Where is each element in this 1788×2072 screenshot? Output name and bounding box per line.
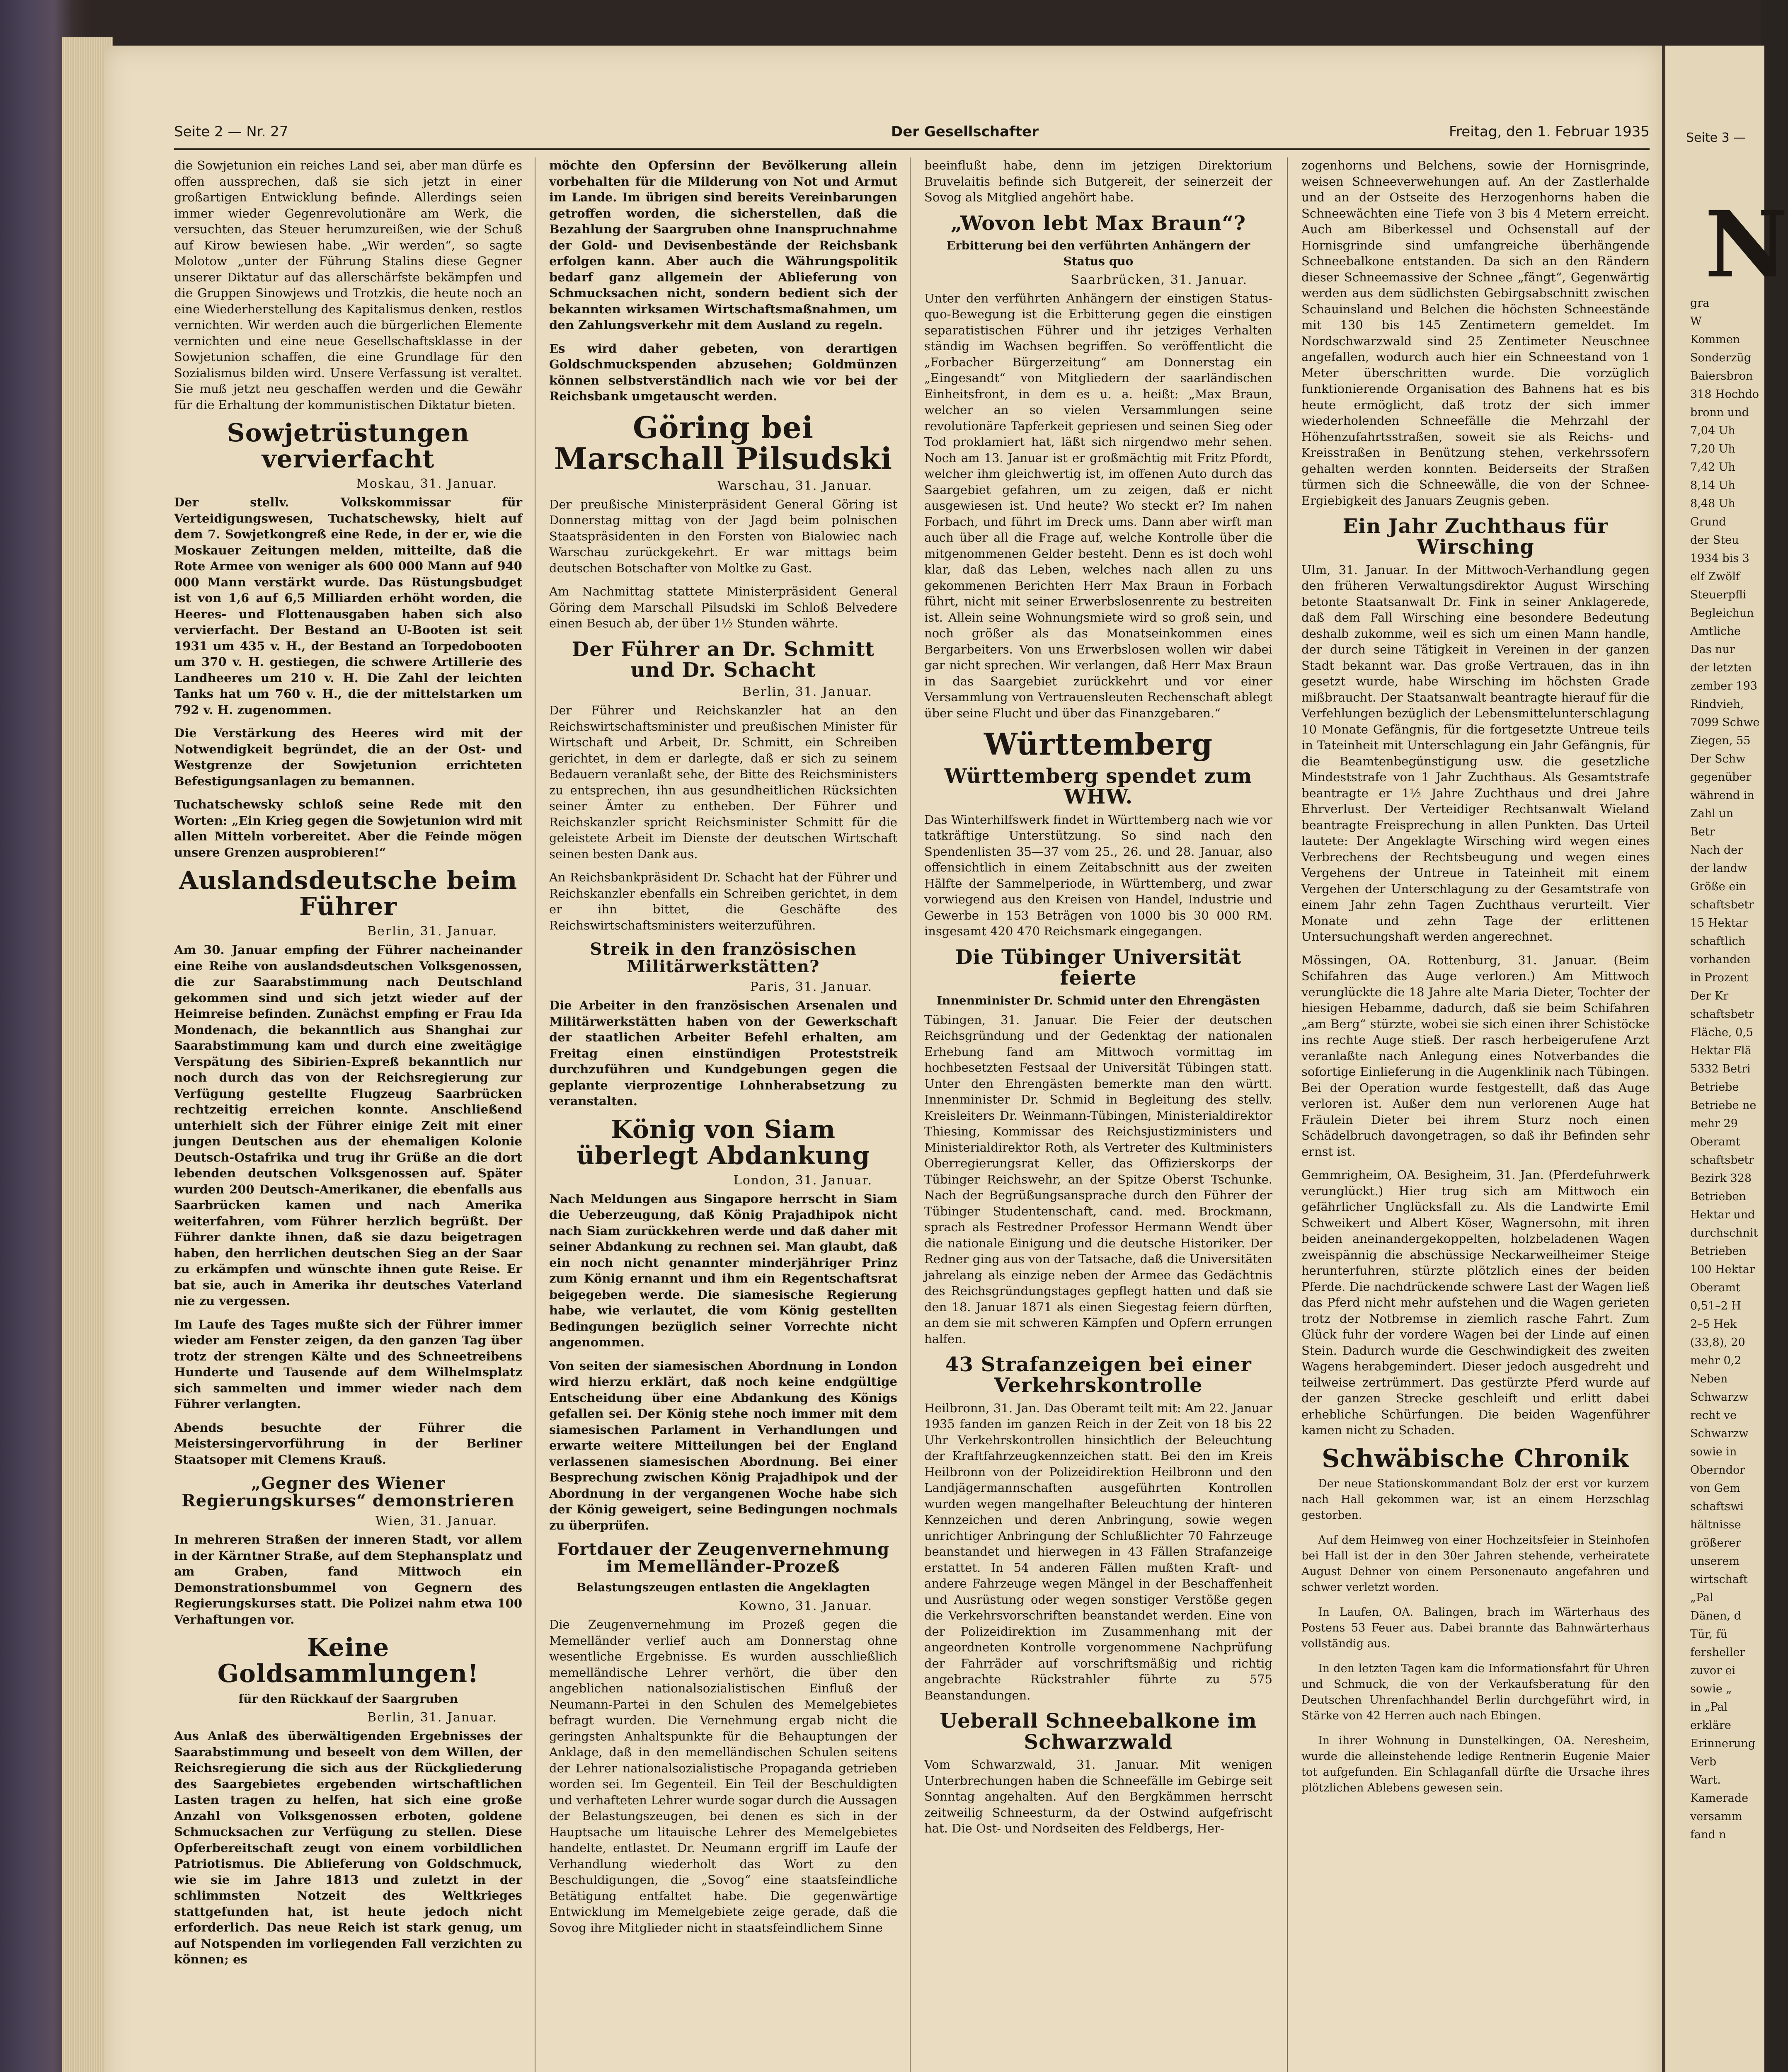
article-dateline: Berlin, 31. Januar. [367,1710,497,1725]
article-body: Tuchatschewsky schloß seine Rede mit den Worten: „Ein Krieg gegen die Sowjetunion wird mit allen Mitteln vorbereitet. Aber die Feinde mögen unsere Grenzen ausprobieren!“ [174,797,522,859]
article-headline: König von Siam überlegt Abdankung [576,1115,870,1170]
article-body: Mössingen, OA. Rottenburg, 31. Januar. (Beim Schifahren das Auge verloren.) Am Mittwoch verunglückte die 18 Jahre alte Maria Dieter, Tochter der hiesigen Hebamme, dadurch, daß sie beim Schifahren „am Berg“ stürzte, wobei sie sich einen ihrer Schistöcke ins rechte Auge stieß. Der rasch herbeigerufene Arzt veranlaßte nach Anlegung eines Notverbandes die sofortige Einlieferung in die Augenklinik nach Tübingen. Bei der Operation wurde festgestellt, daß das Auge verloren ist. Außer dem nun verlorenen Auge hat Fräulein Dieter bei ihrem Sturz noch einen Schädelbruch davongetragen, so daß ihr Befinden sehr ernst ist. [1301,953,1650,1159]
facing-page-line: Fläche, 0,5 [1690,1026,1754,1039]
facing-page-line: während in [1690,789,1754,802]
facing-page-line: hältnisse [1690,1518,1741,1531]
facing-page-line: in Prozent [1690,971,1749,984]
column-3 [924,157,1272,2072]
facing-page-line: der Steu [1690,534,1739,547]
facing-page-line: mehr 0,2 [1690,1354,1742,1367]
facing-page-line: unserem [1690,1555,1740,1568]
facing-page-line: durchschnit [1690,1227,1758,1239]
facing-page-line: versamm [1690,1810,1742,1823]
facing-page-line: 2–5 Hek [1690,1318,1737,1331]
facing-page-line: schaftsbetr [1690,898,1754,911]
facing-page-line: schaftlich [1690,935,1746,948]
facing-page-line: Ziegen, 55 [1690,734,1751,747]
article-body: Es wird daher gebeten, von derartigen Goldschmuckspenden abzusehen; Goldmünzen können selbstverständlich nach wie vor bei der Reichsbank umgetauscht werden. [549,341,897,403]
facing-page-line: Oberndor [1690,1464,1745,1477]
facing-page-line: 0,51–2 H [1690,1300,1741,1312]
article-body: Der stellv. Volkskommissar für Verteidigungswesen, Tuchatschewsky, hielt auf dem 7. Sowjetkongreß eine Rede, in der er, wie die Moskauer Zeitungen melden, mitteilte, daß die Rote Armee von weniger als 600 000 Mann auf 940 000 Mann verstärkt wurde. Das Rüstungsbudget ist von 1,6 auf 6,5 Milliarden erhöht worden, die Heeres- und Flottenausgaben haben sich also vervierfacht. Der Bestand an U-Booten ist seit 1931 um 435 v. H., der Bestand an Torpedobooten um 370 v. H. gestiegen, die schwere Artillerie des Landheeres um 210 v. H. Die Zahl der leichten Tanks hat um 760 v. H., die der mittelstarken um 792 v. H. zugenommen. [174,495,522,717]
article-headline: Die Tübinger Universität feierte [955,945,1242,990]
column-1 [174,157,522,2072]
facing-page-line: Der Kr [1690,990,1729,1002]
article-subheadline: Erbitterung bei den verführten Anhängern der Status quo [946,238,1250,268]
facing-page-line: 5332 Betri [1690,1063,1751,1075]
facing-page-line: Oberamt [1690,1135,1740,1148]
facing-page-line: 7,04 Uh [1690,424,1735,437]
facing-page-line: Schwarzw [1690,1427,1749,1440]
facing-page-line: Betriebe [1690,1081,1739,1094]
facing-page-line: Bezirk 328 [1690,1172,1752,1185]
article-body: An Reichsbankpräsident Dr. Schacht hat der Führer und Reichskanzler ebenfalls ein Schreiben gerichtet, in dem er ihn bittet, die Geschäfte des Reichswirtschaftsministers weiterzuführen. [549,870,897,932]
facing-page-line: zember 193 [1690,680,1758,692]
facing-page-line: der landw [1690,862,1747,875]
facing-page-line: Betr [1690,825,1715,838]
article-body: Das Winterhilfswerk findet in Württemberg nach wie vor tatkräftige Unterstützung. So sind nach den Spendenlisten 35—37 vom 25., 26. und 28. Januar, also offensichtlich in einem Zeitabschnitt aus der zweiten Hälfte der Sammelperiode, in Württemberg, und zwar vorwiegend aus den Kreisen von Handel, Industrie und Gewerbe in 153 Beträgen von 1000 bis 30 000 RM. insgesamt 420 470 Reichsmark eingegangen. [924,812,1272,939]
chronicle-item: In Laufen, OA. Balingen, brach im Wärterhaus des Postens 53 Feuer aus. Dabei brannte das Bahnwärterhaus vollständig aus. [1301,1605,1650,1650]
chronicle-item: Der neue Stationskommandant Bolz der erst vor kurzem nach Hall gekommen war, ist an einem Herzschlag gestorben. [1301,1477,1650,1522]
article-headline: Sowjetrüstungen vervierfacht [227,419,470,474]
facing-page-line: 8,14 Uh [1690,479,1735,492]
facing-page-line: Hektar Flä [1690,1044,1752,1057]
facing-page-line: Sonderzüg [1690,351,1752,364]
facing-page-line: 7,20 Uh [1690,443,1735,455]
facing-page-line: Verb [1690,1755,1717,1768]
article-dateline: Berlin, 31. Januar. [367,924,497,939]
article-body: Heilbronn, 31. Jan. Das Oberamt teilt mit: Am 22. Januar 1935 fanden im ganzen Reich in der Zeit von 18 bis 22 Uhr Verkehrskontrollen hinsichtlich der Beleuchtung der Kraftfahrzeugkennzeichen statt. Bei den im Kreis Heilbronn von der Polizeidirektion Heilbronn und den Landjägermannschaften ausgeführten Kontrollen wurden wegen mangelhafter Beleuchtung der hinteren Kennzeichen und deren Anbringung, sowie wegen unrichtiger Anbringung der Schlußlichter 70 Fahrzeuge beanstandet und hierwegen in 43 Fällen Strafanzeige erstattet. In 54 anderen Fällen mußten Kraft- und andere Fahrzeuge wegen Mängel in der Beschaffenheit und Ausrüstung oder wegen sonstiger Verstöße gegen die Verkehrsvorschriften beanstandet werden. Eine von der Polizeidirektion im Zusammenhang mit der angeordneten Kontrolle vorgenommene Nachprüfung der Fahrräder auf vorschriftsmäßig und richtig angebrachte Rückstrahler führte zu 575 Beanstandungen. [924,1401,1272,1702]
facing-page-line: Baiersbron [1690,370,1753,382]
facing-page-line: recht ve [1690,1409,1737,1422]
facing-page-line: 7099 Schwe [1690,716,1760,729]
facing-page-line: fand n [1690,1828,1726,1841]
facing-page-line: Rindvieh, [1690,698,1744,711]
article-headline: „Gegner des Wiener Regierungskurses“ demonstrieren [182,1474,515,1510]
facing-page-header: Seite 3 — [1686,131,1746,145]
facing-page-line: von Gem [1690,1482,1740,1495]
facing-page-line: Kommen [1690,333,1740,346]
column-divider [910,157,911,2072]
facing-page-line: Das nur [1690,643,1735,656]
facing-page-line: Hektar und [1690,1208,1755,1221]
facing-page-line: „Pal [1690,1591,1713,1604]
article-body: Ulm, 31. Januar. In der Mittwoch-Verhandlung gegen den früheren Verwaltungsdirektor August Wirsching betonte Staatsanwalt Dr. Fink in seiner Anklagerede, daß dem Fall Wirsching eine besondere Bedeutung deshalb zukomme, weil es sich um einen Mann handle, der durch seine Tätigkeit in Vereinen in der ganzen Stadt bekannt war. Das große Vertrauen, das in ihn gesetzt wurde, habe Wirsching im höchsten Grade mißbraucht. Der Staatsanwalt beantragte hierauf für die Verfehlungen bezüglich der Lebensmittelunterschlagung 10 Monate Gefängnis, für die fortgesetzte Untreue teils in Tateinheit mit Unterschlagung ein Jahr Gefängnis, für die Beamtenbegünstigung usw. die gesetzliche Mindeststrafe von 1 Jahr Zuchthaus. Als Gesamtstrafe beantragte er 1½ Jahre Zuchthaus und drei Jahre Ehrverlust. Der Verteidiger Rechtsanwalt Wieland beantragte Freisprechung in allen Punkten. Das Urteil lautete: Der Angeklagte Wirsching wird wegen eines Verbrechens der Rechtsbeugung und wegen eines Vergehens der Untreue in Tateinheit mit einem Vergehen der Unterschlagung zu der Gesamtstrafe von einem Jahr zehn Tagen Zuchthaus verurteilt. Vier Monate und zehn Tage der erlittenen Untersuchungshaft werden angerechnet. [1301,562,1650,944]
facing-page-line: zuvor ei [1690,1664,1736,1677]
issue-date: Freitag, den 1. Februar 1935 [1449,123,1650,140]
article-body: Der preußische Ministerpräsident General Göring ist Donnerstag mittag von der Jagd beim polnischen Staatspräsidenten in den Forsten von Bialowiec nach Warschau zurückgekehrt. Er war mittags beim deutschen Botschafter von Moltke zu Gast. [549,497,897,575]
facing-page-line: elf Zwölf [1690,570,1740,583]
facing-page-line: sowie „ [1690,1682,1732,1695]
facing-page-line: Begleichun [1690,607,1754,620]
facing-page-line: in „Pal [1690,1701,1728,1714]
facing-page-line: (33,8), 20 [1690,1336,1745,1349]
facing-page-line: sowie in [1690,1445,1737,1458]
article-headline: Göring bei Marschall Pilsudski [554,409,893,477]
article-headline: Keine Goldsammlungen! [217,1633,479,1688]
article-body: Von seiten der siamesischen Abordnung in London wird hierzu erklärt, daß noch keine endgültige Entscheidung über eine Abdankung des Königs gefallen sei. Der König stehe noch immer mit dem siamesischen Parlament in Verhandlungen und erwarte weitere Mitteilungen bei der England verlassenen siamesischen Abordnung. Bei einer Besprechung zwischen König Prajadhipok und der Abordnung in der vergangenen Woche habe sich der König geweigert, seine Bedingungen nochmals zu überprüfen. [549,1358,897,1532]
facing-page-line: Oberamt [1690,1281,1740,1294]
article-headline: Streik in den französischen Militärwerkstätten? [590,939,857,977]
facing-page-line: 7,42 Uh [1690,461,1735,474]
article-subheadline: Innenminister Dr. Schmid unter den Ehrengästen [936,993,1260,1007]
facing-page-line: gegenüber [1690,771,1752,784]
article-headline: Württemberg spendet zum WHW. [944,764,1253,809]
facing-page-line: 1934 bis 3 [1690,552,1749,565]
facing-page-line: mehr 29 [1690,1117,1738,1130]
article-body: Tübingen, 31. Januar. Die Feier der deutschen Reichsgründung und der Gedenktag der nationalen Erhebung fand am Mittwoch vormittag im hochbesetzten Festsaal der Universität Tübingen statt. Unter den Ehrengästen bemerkte man den württ. Innenminister Dr. Schmid in Begleitung des stellv. Kreisleiters Dr. Weinmann-Tübingen, Ministerialdirektor Thiesing, Kommissar des Reichsjustizministers und Ministerialdirektor Roth, als Vertreter des Kultministers Oberregierungsrat Keller, das Offizierskorps der Tübinger Reichswehr, an der Spitze Oberst Tschunke. Nach der Begrüßungsansprache durch den Führer der Tübinger Studentenschaft, cand. med. Brockmann, sprach als Festredner Professor Hermann Wendt über die nationale Einigung und die deutsche Historiker. Der Redner ging aus von der Tatsache, daß die Universitäten jahrelang als einzige neben der Armee das Gedächtnis des Reichsgründungstages gepflegt hatten und daß sie den 18. Januar 1871 als einen Siegestag feiern dürften, an dem sie mit schweren Kämpfen und Opfern errungen halfen. [924,1012,1272,1346]
facing-page-line: Amtliche [1690,625,1741,638]
facing-page-line: vorhanden [1690,953,1751,966]
facing-page-line: Erinnerung [1690,1737,1755,1750]
article-body: Vom Schwarzwald, 31. Januar. Mit wenigen Unterbrechungen haben die Schneefälle im Gebirge seit Sonntag angehalten. Auf den Bergkämmen herrscht zeitweilig Schneesturm, da der Ostwind aufgefrischt hat. Die Ost- und Nordseiten des Feldbergs, Her- [924,1757,1272,1836]
facing-page-line: erkläre [1690,1719,1731,1732]
article-headline: Auslandsdeutsche beim Führer [179,866,518,921]
article-dateline: Saarbrücken, 31. Januar. [1071,272,1248,287]
facing-page-line: Neben [1690,1372,1728,1385]
facing-page-line: schaftsbetr [1690,1008,1754,1021]
article-body: Die Zeugenvernehmung im Prozeß gegen die Memelländer verlief auch am Donnerstag ohne wesentliche Ergebnisse. Es wurden ausschließlich memelländische Lehrer verhört, die über den angeblichen nationalsozialistischen Einfluß der Neumann-Partei in den Schulen des Memelgebietes befragt wurden. Die Vernehmung ergab nicht die geringsten Anhaltspunkte für die Behauptungen der Anklage, daß in den memelländischen Schulen seitens der Lehrer nationalsozialistische Propaganda getrieben worden sei. Im Gegenteil. Ein Teil der Beschuldigten und verhafteten Lehrer wurde sogar durch die Aussagen der Belastungszeugen, bei denen es sich in der Hauptsache um litauische Lehrer des Memelgebietes handelte, entlastet. Dr. Neumann ergriff im Laufe der Verhandlung wiederholt das Wort zu den Beschuldigungen, die „Sovog“ eine staatsfeindliche Betätigung entfaltet habe. Die gegenwärtige Entwicklung im Memelgebiete zeige gerade, daß die Sovog ihre Mitglieder nicht in staatsfeindlichem Sinne [549,1617,897,1935]
article-dateline: London, 31. Januar. [733,1173,872,1188]
article-headline: Der Führer an Dr. Schmitt und Dr. Schacht [572,637,875,682]
article-body: In mehreren Straßen der inneren Stadt, vor allem in der Kärntner Straße, auf dem Stephansplatz und am Graben, fand Mittwoch ein Demonstrationsbummel von Gegnern des Regierungskurses statt. Die Polizei nahm etwa 100 Verhaftungen vor. [174,1532,522,1627]
article-headline: Ein Jahr Zuchthaus für Wirsching [1342,515,1609,559]
facing-page-line: bronn und [1690,406,1749,419]
chronicle-item: Auf dem Heimweg von einer Hochzeitsfeier in Steinhofen bei Hall ist der in den 30er Jahren stehende, verheiratete August Dehner von einem Personenauto angefahren und schwer verletzt worden. [1301,1533,1650,1594]
facing-page [1662,46,1788,2072]
article-dateline: Berlin, 31. Januar. [742,685,872,700]
article-body: Die Verstärkung des Heeres wird mit der Notwendigkeit begründet, die an der Ost- und Westgrenze der Sowjetunion errichteten Befestigungsanlagen zu bemannen. [174,726,522,788]
article-subheadline: Belastungszeugen entlasten die Angeklagten [576,1581,870,1595]
newspaper-page [104,46,1662,2072]
article-body: Im Laufe des Tages mußte sich der Führer immer wieder am Fenster zeigen, da den ganzen Tag über trotz der strengen Kälte und des Schneetreibens Hunderte und Tausende auf dem Wilhelmsplatz sich sammelten und immer wieder nach dem Führer verlangten. [174,1317,522,1411]
facing-page-line: Zahl un [1690,807,1734,820]
article-body: möchte den Opfersinn der Bevölkerung allein vorbehalten für die Milderung von Not und Armut im Lande. Im übrigen sind bereits Vereinbarungen getroffen worden, die sicherstellen, daß die Bezahlung der Saargruben ohne Inanspruchnahme der Gold- und Devisenbestände der Reichsbank erfolgen kann. Aber auch die Währungspolitik bedarf ganz allgemein der Ablieferung von Schmucksachen nicht, sondern bedient sich der bekannten wirksamen Wirtschaftsmaßnahmen, um den Zahlungsverkehr mit dem Ausland zu regeln. [549,158,897,332]
facing-page-line: gra [1690,297,1710,310]
facing-page-line: schaftswi [1690,1500,1744,1513]
facing-page-line: schaftsbetr [1690,1154,1754,1167]
article-body: Die Arbeiter in den französischen Arsenalen und Militärwerkstätten haben von der Gewerkschaft der staatlichen Arbeiter Befehl erhalten, am Freitag einen einstündigen Proteststreik durchzuführen und Kundgebungen gegen die geplante vierprozentige Lohnherabsetzung zu veranstalten. [549,998,897,1109]
facing-page-line: fersheller [1690,1646,1745,1659]
facing-page-line: größerer [1690,1537,1741,1549]
article-dateline: Wien, 31. Januar. [375,1514,497,1528]
facing-page-line: Wart. [1690,1774,1721,1786]
facing-page-line: Kamerade [1690,1792,1749,1805]
article-body: Der Führer und Reichskanzler hat an den Reichswirtschaftsminister und preußischen Minister für Wirtschaft und Arbeit, Dr. Schmitt, ein Schreiben gerichtet, in dem er darlegte, daß er sich zu seinem Bedauern veranlaßt sehe, der Bitte des Reichsministers zu entsprechen, ihn aus gesundheitlichen Rücksichten seiner Ämter zu entheben. Der Führer und Reichskanzler spricht Reichsminister Schmitt für die geleistete Arbeit im Dienste der deutschen Wirtschaft seinen besten Dank aus. [549,703,897,861]
facing-page-line: wirtschaft [1690,1573,1748,1586]
facing-page-line: 318 Hochdo [1690,388,1759,401]
article-headline: Ueberall Schneebalkone im Schwarzwald [940,1709,1257,1754]
column-4 [1301,157,1650,2072]
article-body: beeinflußt habe, denn im jetzigen Direktorium Bruvelaitis befinde sich Butgereit, der seinerzeit der Sovog als Mitglied angehört habe. [924,158,1272,204]
facing-page-line: W [1690,315,1702,328]
facing-page-line: Betrieben [1690,1190,1746,1203]
facing-page-line: Schwarzw [1690,1391,1749,1404]
article-body: Am 30. Januar empfing der Führer nacheinander eine Reihe von auslandsdeutschen Volksgenossen, die zur Saarabstimmung nach Deutschland gekommen sind und sich jetzt wieder auf der Heimreise befinden. Zunächst empfing er Frau Ida Mondenach, die bekanntlich aus Shanghai zur Saarabstimmung kam und durch eine zweitägige Verspätung des Sibirien-Expreß bekanntlich nur noch durch das von der Reichsregierung zur Verfügung gestellte Flugzeug Saarbrücken rechtzeitig erreichen konnte. Anschließend unterhielt sich der Führer einige Zeit mit einer jungen Deutschen aus der ehemaligen Kolonie Deutsch-Ostafrika und trug ihr Grüße an die dort lebenden deutschen Volksgenossen auf. Später wurden 200 Deutsch-Amerikaner, die ebenfalls aus Saarbrücken kamen und nach Amerika weiterfahren, vom Führer herzlich begrüßt. Der Führer dankte ihnen, daß sie dazu beigetragen haben, den herrlichen deutschen Sieg an der Saar zu erkämpfen und wünschte ihnen gute Reise. Er bat sie, auch in Amerika ihr deutsches Vaterland nie zu vergessen. [174,943,522,1308]
newspaper-title: Der Gesellschafter [891,123,1039,140]
article-dateline: Moskau, 31. Januar. [356,477,497,491]
facing-page-line: der letzten [1690,661,1752,674]
article-headline: Fortdauer der Zeugenvernehmung im Memelländer-Prozeß [557,1539,890,1577]
facing-page-line: Nach der [1690,844,1743,857]
facing-page-line: Größe ein [1690,880,1747,893]
article-body: zogenhorns und Belchens, sowie der Hornisgrinde, weisen Schneeverwehungen auf. An der Zastlerhalde und an der Ostseite des Herzogenhorns haben die Schneewächten eine Tiefe von 3 bis 4 Metern erreicht. Auch am Biberkessel und Ochsenstall auf der Hornisgrinde sind umfangreiche überhängende Schneebalkone entstanden. Da sich an den Rändern dieser Schneemassive der Schnee „fängt“, Gegenwärtig werden aus dem südlichsten Gebirgsabschnitt zwischen Schauinsland und Belchen die höchsten Schneestände mit 130 bis 145 Zentimetern gemeldet. Im Nordschwarzwald sind 25 Zentimeter Neuschnee angefallen, wodurch auch hier ein Schneestand von 1 Meter überschritten wurde. Die vorzüglich funktionierende Organisation des Bahnens hat es bis heute ermöglicht, daß trotz der sich immer wiederholenden Schneefälle die Mehrzahl der Höhenzufahrtsstraßen, soweit sie als Reichs- und Kreisstraßen in Benützung stehen, verkehrssofern gehalten werden konnten. Beiderseits der Straßen türmen sich die Schneewälle, die von der Schnee-Ergiebigkeit des Januars Zeugnis geben. [1301,158,1650,508]
article-body: Abends besuchte der Führer die Meistersingervorführung in der Berliner Staatsoper mit Clemens Krauß. [174,1420,522,1467]
column-divider [1287,157,1288,2072]
chronicle-item: In den letzten Tagen kam die Informationsfahrt für Uhren und Schmuck, die von der Verkaufsberatung für den Deutschen Uhrenfachhandel Berlin durchgeführt wird, in Stärke von 42 Herren auch nach Ebingen. [1301,1662,1650,1722]
article-headline: Württemberg [984,726,1213,762]
column-2 [549,157,897,2072]
facing-page-line: Der Schw [1690,753,1746,765]
article-headline: 43 Strafanzeigen bei einer Verkehrskontrolle [945,1353,1252,1397]
facing-page-line: 8,48 Uh [1690,497,1735,510]
article-body: Gemmrigheim, OA. Besigheim, 31. Jan. (Pferdefuhrwerk verunglückt.) Hier trug sich am Mittwoch ein gefährlicher Unglücksfall zu. Als die Landwirte Emil Schweikert und Albert Köser, Wagnersohn, mit ihren beiden aneinandergekoppelten, holzbeladenen Wagen zweispännig die abschüssige Neckarweilheimer Steige herunterfuhren, stürzte plötzlich eines der beiden Pferde. Die nachdrückende schwere Last der Wagen ließ das Pferd nicht mehr aufstehen und die Wagen gerieten trotz der Notbremse in ziemlich rasche Fahrt. Zum Glück fuhr der vordere Wagen bei der Linde auf einen Stein. Dadurch wurde die Geschwindigkeit des zweiten Wagens herabgemindert. Dieser jedoch ausgedreht und teilweise zertrümmert. Das gestürzte Pferd wurde auf der ganzen Strecke geschleift und erlitt dabei erhebliche Schürfungen. Die beiden Wagenführer kamen nicht zu Schaden. [1301,1168,1650,1438]
article-dateline: Kowno, 31. Januar. [739,1599,872,1614]
facing-page-line: Steuerpfli [1690,588,1747,601]
facing-page-line: Betrieben [1690,1245,1746,1258]
facing-page-line: Tür, fü [1690,1628,1727,1641]
facing-page-line: Dänen, d [1690,1610,1741,1622]
article-body: die Sowjetunion ein reiches Land sei, aber man dürfe es offen aussprechen, daß sie sich jetzt in einer großartigen Entwicklung befinde. Allerdings seien immer wieder Gegenrevolutionäre am Werk, die versuchten, das Steuer herumzureißen, wie der Schuß auf Kirow bewiesen habe. „Wir werden“, so sagte Molotow „unter der Führung Stalins diese Gegner unserer Diktatur auf das allerschärfste bekämpfen und die Gruppen Sinowjews und Trotzkis, die heute noch an eine Wiederherstellung des Kapitalismus denken, restlos vernichten. Wir werden auch die bürgerlichen Elemente vernichten und eine neue Gesellschaftsklasse in der Sowjetunion schaffen, die eine Grundlage für den Sozialismus bilden wird. Unsere Verfassung ist veraltet. Sie muß jetzt neu geschaffen werden und die Gewähr für die Erhaltung der kommunistischen Diktatur bieten. [174,158,522,412]
facing-page-text [1690,294,1773,1844]
article-headline: Schwäbische Chronik [1322,1444,1629,1473]
article-subheadline: für den Rückkauf der Saargruben [238,1692,458,1706]
facing-page-headline-letter: N [1705,191,1788,298]
facing-page-line: 100 Hektar [1690,1263,1755,1276]
facing-page-line: Grund [1690,516,1726,528]
article-dateline: Warschau, 31. Januar. [717,478,872,493]
article-body: Am Nachmittag stattete Ministerpräsident General Göring dem Marschall Pilsudski im Schloß Belvedere einen Besuch ab, der über 1½ Stunden währte. [549,584,897,631]
article-body: Nach Meldungen aus Singapore herrscht in Siam die Ueberzeugung, daß König Prajadhipok nicht nach Siam zurückkehren werde und daß daher mit seiner Abdankung zu rechnen sei. Man glaubt, daß ein noch nicht genannter minderjähriger Prinz zum König ernannt und ihm ein Regentschaftsrat beigegeben werde. Die siamesische Regierung habe, wie verlautet, die vom König gestellten Bedingungen bezüglich seiner Vorrechte nicht angenommen. [549,1191,897,1350]
page-header [174,123,1650,150]
article-headline: „Wovon lebt Max Braun“? [950,211,1246,235]
article-dateline: Paris, 31. Januar. [750,980,872,995]
chronicle-item: In ihrer Wohnung in Dunstelkingen, OA. Neresheim, wurde die alleinstehende ledige Rentnerin Eugenie Maier tot aufgefunden. Ein Schlaganfall dürfte die Ursache ihres plötzlichen Ablebens gewesen sein. [1301,1734,1650,1794]
facing-page-line: 15 Hektar [1690,917,1748,929]
article-body: Unter den verführten Anhängern der einstigen Status-quo-Bewegung ist die Erbitterung gegen die einstigen separatistischen Führer und ihr jetziges Verhalten ständig im Wachsen begriffen. So veröffentlicht die „Forbacher Bürgerzeitung“ am Donnerstag ein „Eingesandt“ von Mitgliedern der saarländischen Einheitsfront, in dem es u. a. heißt: „Max Braun, welcher an so vielen Versammlungen seine revolutionäre Tapferkeit gepriesen und seinen Sieg oder Tod proklamiert hat, läßt sich nirgendwo mehr sehen. Noch am 13. Januar ist er großmächtig mit Fritz Pfordt, welcher ihm gleichwertig ist, im offenen Auto durch das Saargebiet gefahren, um zu zeigen, daß er nicht ausgewiesen ist. Und heute? Wo steckt er? Im nahen Forbach, und führt im Dreck ums. Dann aber wirft man auch über all die Frage auf, welche Kontrolle über die mitgenommenen Gelder besteht. Denn es ist doch wohl klar, daß das Leben, welches nach allen zu uns gekommenen Berichten Herr Max Braun in Forbach führt, nicht mit seiner Erwerbslosenrente zu bestreiten ist. Allein seine Wohnungsmiete wird so groß sein, und noch größer als das Monatseinkommen eines Bergarbeiters. Von uns Erwerbslosen wollen wir dabei gar nicht sprechen. Wir verlangen, daß Herr Max Braun in das Saargebiet zurückkehrt und vor einer Versammlung von Vertrauensleuten Rechenschaft ablegt über seine Flucht und über das Finanzgebaren.“ [924,291,1272,720]
facing-page-line: Betriebe ne [1690,1099,1757,1112]
article-body: Aus Anlaß des überwältigenden Ergebnisses der Saarabstimmung und beseelt von dem Willen, der Reichsregierung die sich aus der Rückgliederung des Saargebietes ergebenden wirtschaftlichen Lasten tragen zu helfen, hat sich eine große Anzahl von Volksgenossen erboten, goldene Schmucksachen zur Verfügung zu stellen. Diese Opferbereitschaft zeugt von einem vorbildlichen Patriotismus. Die Ablieferung von Goldschmuck, wie sie im Jahre 1813 und zuletzt in der schlimmsten Notzeit des Weltkrieges stattgefunden hat, ist heute jedoch nicht erforderlich. Das neue Reich ist stark genug, um auf Notspenden im vorliegenden Fall verzichten zu können; es [174,1729,522,1966]
page-number: Seite 2 — Nr. 27 [174,123,288,140]
